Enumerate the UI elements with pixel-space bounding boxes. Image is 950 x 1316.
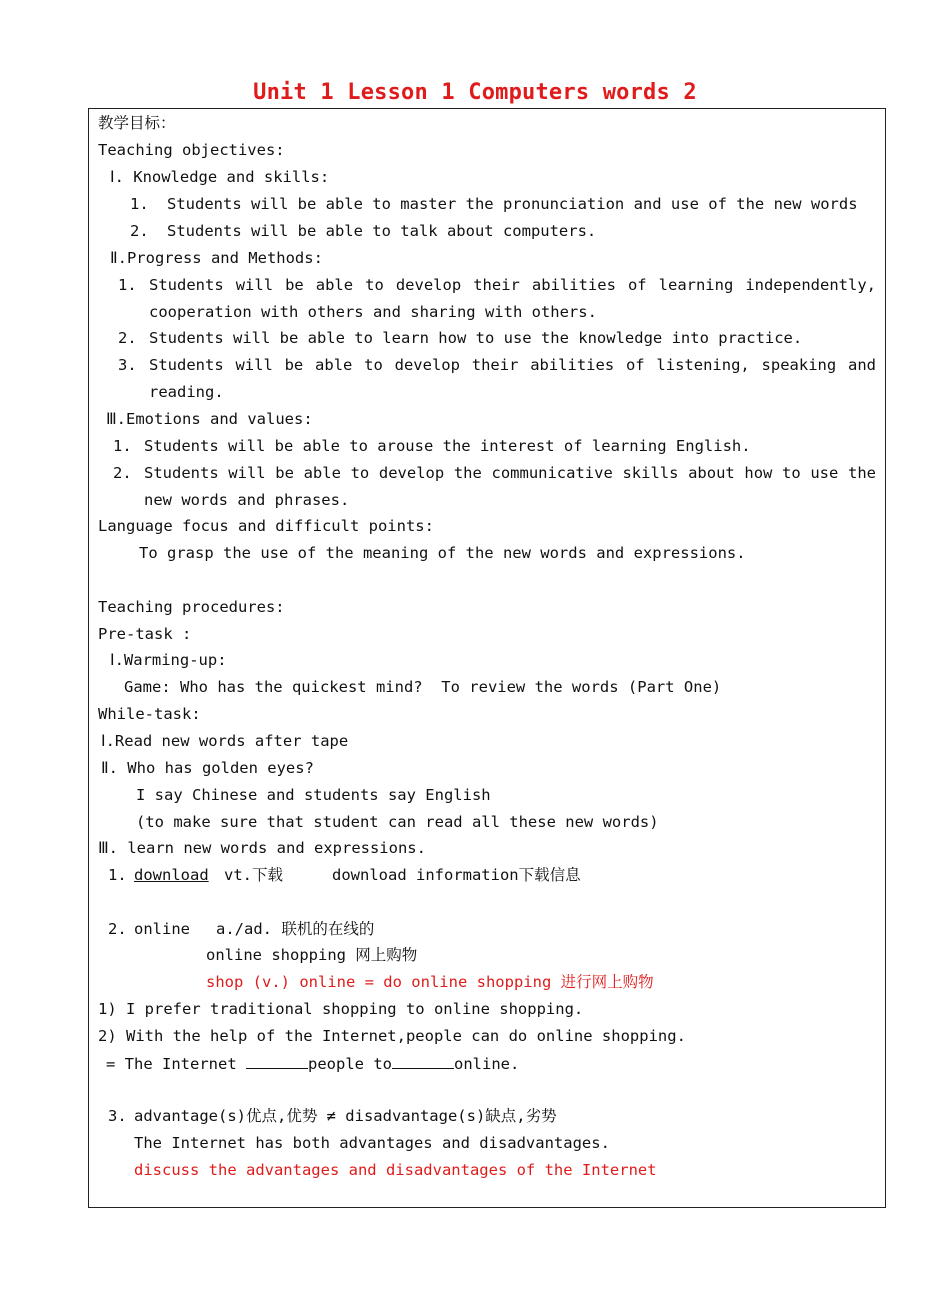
objective-text: Students will be able to develop the communicative skills about how to use the [144,464,876,482]
objective-text: Students will be able to develop their abilities of learning independently, [149,276,876,294]
example-sentence: 2) With the help of the Internet,people can do online shopping. [98,1027,686,1045]
fill-in-sentence [106,1054,519,1073]
emotions-values-heading: Ⅲ.Emotions and values: [106,410,313,428]
vocab-definition: a./ad. 联机的在线的 [216,920,375,938]
list-number: 2. [113,464,132,482]
fill-in-text: online. [454,1055,520,1073]
list-number: 2. [118,329,137,347]
fill-in-blank[interactable] [246,1054,308,1069]
teaching-procedures-heading: Teaching procedures: [98,598,285,616]
warming-up-heading: Ⅰ.Warming-up: [110,651,227,669]
objective-text: Students will be able to learn how to use the knowledge into practice. [149,329,803,347]
teaching-objectives-heading: Teaching objectives: [98,141,285,159]
teaching-goals-heading: 教学目标： [98,114,176,132]
objective-text: Students will be able to talk about computers. [167,222,597,240]
step-learn-words: Ⅲ. learn new words and expressions. [98,839,426,857]
list-number: 1. [113,437,132,455]
list-number: 3. [118,356,137,374]
step-text: I say Chinese and students say English [136,786,491,804]
list-number: 1. [108,866,127,884]
objective-text-continued: new words and phrases. [144,491,350,509]
discussion-prompt: discuss the advantages and disadvantages of the Internet [134,1161,657,1179]
objective-text-continued: reading. [149,383,224,401]
vocab-example: download information下载信息 [332,866,581,884]
knowledge-skills-heading: Ⅰ. Knowledge and skills: [110,168,330,186]
step-read-words: Ⅰ.Read new words after tape [101,732,349,750]
game-text: Game: Who has the quickest mind? To review the words (Part One) [124,678,722,696]
list-number: 2. [108,920,127,938]
objective-text-continued: cooperation with others and sharing with others. [149,303,597,321]
vocab-example-highlight: shop (v.) online = do online shopping 进行网上购物 [206,973,654,991]
while-task-heading: While-task: [98,705,201,723]
list-number: 2. [130,222,149,240]
pre-task-heading: Pre-task : [98,625,192,643]
example-sentence: The Internet has both advantages and disadvantages. [134,1134,610,1152]
language-focus-heading: Language focus and difficult points: [98,517,434,535]
vocab-word: advantage(s)优点,优势 ≠ disadvantage(s)缺点,劣势 [134,1107,557,1125]
vocab-example: online shopping 网上购物 [206,946,418,964]
objective-text: Students will be able to master the pronunciation and use of the new words [167,195,858,213]
objective-text: Students will be able to arouse the interest of learning English. [144,437,751,455]
list-number: 3. [108,1107,127,1125]
list-number: 1. [118,276,137,294]
vocab-word: online [134,920,190,938]
progress-methods-heading: Ⅱ.Progress and Methods: [110,249,323,267]
objective-text: Students will be able to develop their abilities of listening, speaking and [149,356,876,374]
fill-in-text: people to [308,1055,392,1073]
list-number: 1. [130,195,149,213]
vocab-definition: vt.下载 [224,866,283,884]
vocab-word: download [134,866,209,884]
step-golden-eyes: Ⅱ. Who has golden eyes? [101,759,314,777]
step-text: (to make sure that student can read all these new words) [136,813,659,831]
page-title: Unit 1 Lesson 1 Computers words 2 [253,80,697,105]
example-sentence: 1) I prefer traditional shopping to online shopping. [98,1000,584,1018]
fill-in-text: = The Internet [106,1055,237,1073]
fill-in-blank[interactable] [392,1054,454,1069]
language-focus-text: To grasp the use of the meaning of the new words and expressions. [139,544,746,562]
